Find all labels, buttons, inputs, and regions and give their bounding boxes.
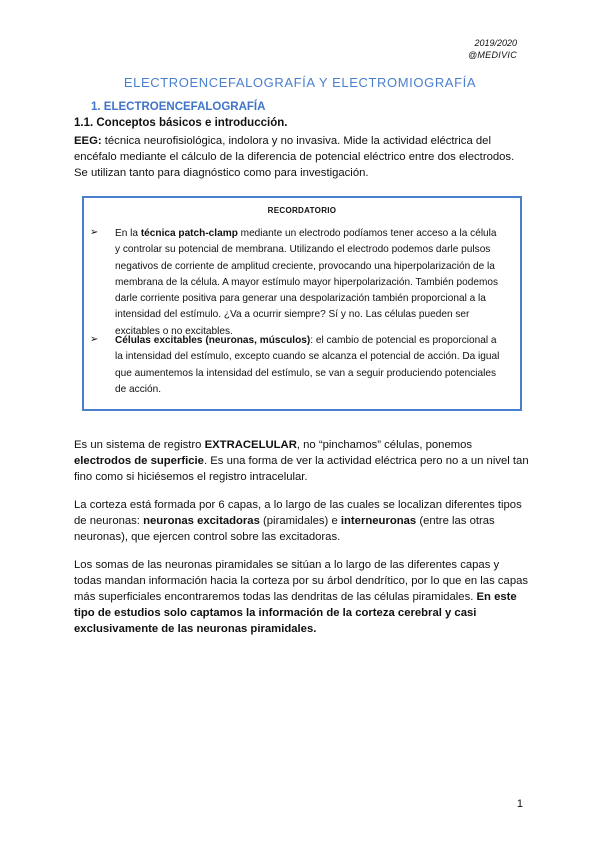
reminder-item-2 [115, 333, 500, 398]
p2-c: (piramidales) e [259, 515, 341, 527]
p2-bold-1: neuronas excitadoras [143, 515, 260, 527]
reminder-title: RECORDATORIO [267, 206, 337, 215]
eeg-lead: EEG: [74, 135, 102, 147]
bullet-arrow-icon: ➢ [90, 227, 99, 238]
reminder-item-1 [115, 226, 500, 340]
intro-text: técnica neurofisiológica, indolora y no invasiva. Mide la actividad eléctrica del encéfalo mediante el cálculo de la diferencia de potencial eléctrico entre dos electrodos. Se utilizan tanto para diagnóstico como para investigación. [74, 135, 515, 179]
header-author: @MEDIVIC [467, 50, 517, 60]
header-year: 2019/2020 [474, 38, 517, 48]
subsection-heading: 1.1. Conceptos básicos e introducción. [74, 117, 288, 129]
paragraph-extracelular [74, 437, 529, 485]
p1-a: Es un sistema de registro [74, 439, 205, 451]
p1-c: , no “pinchamos” células, ponemos [296, 439, 473, 451]
reminder-item-1-post: mediante un electrodo podíamos tener acceso a la célula y controlar su potencial de membrana. Utilizando el electrodo podemos darle pulsos negativos de corriente de amplitud creciente, provocando una hiperpolarización de la membrana de la célula. A mayor estímulo mayor hiperpolarización. También podemos darle corriente positiva para generar una despolarización también proporcional a la intensidad del estímulo. ¿Va a ocurrir siempre? Sí y no. Las células pueden ser excitables o no excitables. [115, 228, 499, 337]
p1-bold-2: electrodos de superficie [74, 455, 204, 467]
reminder-item-1-bold: técnica patch-clamp [140, 228, 238, 239]
p1-d: . Es una forma de ver la actividad eléctrica pero no a un nivel tan fino como si hiciésemos el registro intracelular. [74, 455, 529, 483]
p3-a: Los somas de las neuronas piramidales se sitúan a lo largo de las diferentes capas y todas mandan información hacia la corteza por su árbol dendrítico, por lo que en las capas más superficiales encontraremos todas las dendritas de las células piramidales. [74, 559, 529, 603]
p2-bold-2: interneuronas [340, 515, 417, 527]
intro-paragraph [74, 133, 529, 181]
paragraph-corteza [74, 497, 529, 545]
document-title: ELECTROENCEFALOGRAFÍA Y ELECTROMIOGRAFÍA [123, 75, 477, 90]
section-heading: 1. ELECTROENCEFALOGRAFÍA [91, 101, 266, 113]
reminder-item-2-bold: Células excitables (neuronas, músculos) [115, 335, 311, 346]
p2-d: (entre las otras neuronas), que ejercen control sobre las excitadoras. [74, 515, 495, 543]
page-number: 1 [516, 798, 523, 810]
bullet-arrow-icon: ➢ [90, 334, 99, 345]
p1-bold-1: EXTRACELULAR [204, 439, 297, 451]
reminder-item-1-pre: En la [115, 228, 141, 239]
p3-bold-1: En este tipo de estudios solo captamos la información de la corteza cerebral y casi exclusivamente de las neuronas piramidales. [74, 591, 517, 635]
p2-a: La corteza está formada por 6 capas, a lo largo de las cuales se localizan diferentes tipos de neuronas: [74, 499, 522, 527]
paragraph-piramidales [74, 557, 529, 637]
reminder-item-2-post: : el cambio de potencial es proporcional a la intensidad del estímulo, excepto cuando se alcanza el potencial de acción. Da igual que aumentemos la intensidad del estímulo, se van a seguir produciendo potenciales de acción. [115, 335, 500, 395]
